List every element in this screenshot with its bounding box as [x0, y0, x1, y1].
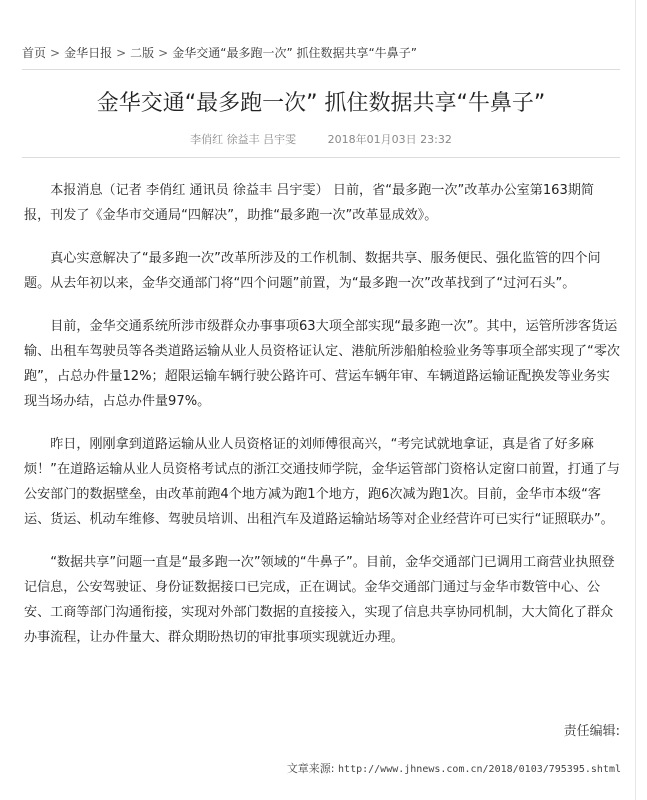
article-source — [287, 760, 621, 776]
article-meta — [22, 131, 620, 147]
article-paragraph: 昨日，刚刚拿到道路运输从业人员资格证的刘师傅很高兴，“考完试就地拿证，真是省了好多麻烦！”在道路运输从业人员资格考试点的浙江交通技师学院，金华运管部门资格认定窗口前置，打通了与公安部门的数据壁垒，由改革前跑4个地方减为跑1个地方，跑6次减为跑1次。目前，金华市本级“客运、货运、机动车维修、驾驶员培训、出租汽车及道路运输站场等对企业经营许可已实行“证照联办”。 — [24, 437, 621, 527]
breadcrumb — [22, 44, 618, 61]
breadcrumb-current: 金华交通“最多跑一次” 抓住数据共享“牛鼻子” — [172, 46, 417, 60]
article-title: 金华交通“最多跑一次” 抓住数据共享“牛鼻子” — [96, 91, 546, 116]
article-paragraph: 目前，金华交通系统所涉市级群众办事事项63大项全部实现“最多跑一次”。其中，运管所涉客货运输、出租车驾驶员等各类道路运输从业人员资格证认定、港航所涉船舶检验业务等事项全部实现了“零次跑”，占总办件量12%；超限运输车辆行驶公路许可、营运车辆年审、车辆道路运输证配换发等业务实现当场办结，占总办件量97%。 — [24, 319, 621, 409]
meta-divider — [22, 157, 620, 158]
responsible-editor: 责任编辑: — [563, 724, 620, 739]
header-divider — [22, 69, 620, 70]
breadcrumb-home-link[interactable]: 首页 — [22, 46, 47, 60]
breadcrumb-paper-link[interactable]: 金华日报 — [64, 46, 113, 60]
article-paragraph: 本报消息（记者 李俏红 通讯员 徐益丰 吕宇雯） 日前，省“最多跑一次”改革办公室第163期简报，刊发了《金华市交通局“四解决”，助推“最多跑一次”改革显成效》。 — [24, 183, 595, 223]
source-url-link[interactable]: http://www.jhnews.com.cn/2018/0103/795395.shtml — [338, 764, 621, 775]
breadcrumb-separator: > — [158, 46, 169, 60]
breadcrumb-separator: > — [116, 46, 127, 60]
article-authors: 李俏红 徐益丰 吕宇雯 — [190, 133, 297, 146]
article-paragraph: 真心实意解决了“最多跑一次”改革所涉及的工作机制、数据共享、服务便民、强化监管的四个问题。从去年初以来，金华交通部门将“四个问题”前置，为“最多跑一次”改革找到了“过河石头”。 — [24, 251, 601, 291]
article-paragraph: “数据共享”问题一直是“最多跑一次”领域的“牛鼻子”。目前，金华交通部门已调用工商营业执照登记信息，公安驾驶证、身份证数据接口已完成，正在调试。金华交通部门通过与金华市数管中心、公安、工商等部门沟通衔接，实现对外部门数据的直接接入，实现了信息共享协同机制，大大简化了群众办事流程，让办件量大、群众期盼热切的审批事项实现就近办理。 — [24, 555, 615, 645]
article-body — [24, 178, 620, 668]
breadcrumb-edition-link[interactable]: 二版 — [130, 46, 155, 60]
source-label: 文章来源: — [286, 762, 335, 775]
article-date: 2018年01月03日 23:32 — [327, 133, 452, 146]
breadcrumb-separator: > — [50, 46, 61, 60]
